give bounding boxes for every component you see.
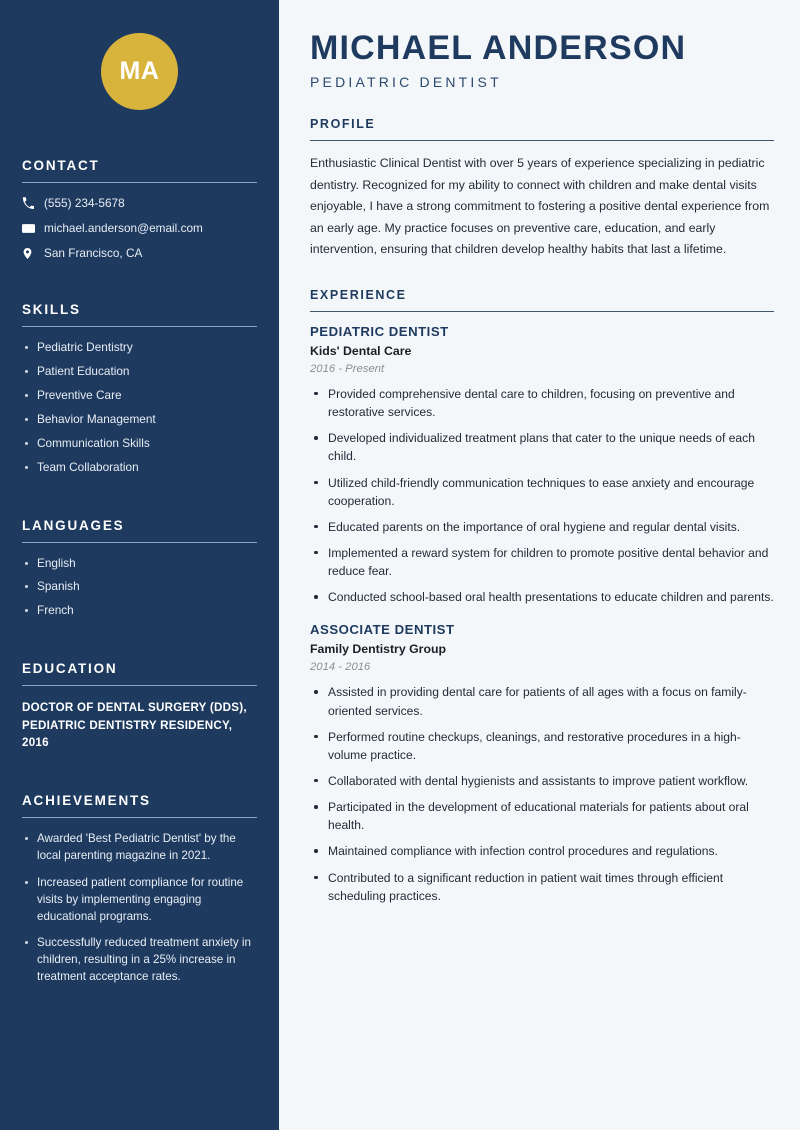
skills-divider [22, 326, 257, 327]
experience-divider [310, 311, 774, 312]
education-divider [22, 685, 257, 686]
list-item: Educated parents on the importance of oral hygiene and regular dental visits. [310, 518, 774, 536]
profile-text: Enthusiastic Clinical Dentist with over 5 years of experience specializing in pediatric dentistry. Recognized for my ability to connect with children and make dental visits enjoyable, I have a strong commitment to fostering a positive dental experience from an early age. My practice focuses on preventive care, education, and early intervention, ensuring that children develop healthy habits that last a lifetime. [310, 156, 770, 257]
list-item: Assisted in providing dental care for patients of all ages with a focus on family-oriented services. [310, 683, 774, 719]
list-item: Developed individualized treatment plans that cater to the unique needs of each child. [310, 429, 774, 465]
professional-title: PEDIATRIC DENTIST [310, 74, 502, 91]
achievements-divider [22, 817, 257, 818]
languages-list [22, 556, 257, 620]
achievements-list [22, 831, 257, 985]
experience-entry [310, 324, 774, 606]
profile-divider [310, 140, 774, 141]
list-item: Contributed to a significant reduction in patient wait times through efficient scheduling practices. [310, 869, 774, 905]
main-content [279, 0, 800, 1130]
job-bullets [310, 385, 774, 606]
job-dates: 2014 - 2016 [310, 661, 371, 674]
profile-heading: PROFILE [310, 117, 376, 132]
list-item: Implemented a reward system for children to promote positive dental behavior and reduce fear. [310, 544, 774, 580]
achievements-section [22, 793, 257, 985]
job-bullets [310, 683, 774, 904]
education-entry: DOCTOR OF DENTAL SURGERY (DDS), PEDIATRIC DENTISTRY RESIDENCY, 2016 [22, 701, 247, 750]
list-item: English [22, 556, 257, 572]
list-item: Conducted school-based oral health presentations to educate children and parents. [310, 588, 774, 606]
job-company: Kids' Dental Care [310, 343, 412, 358]
contact-heading: CONTACT [22, 158, 100, 173]
sidebar [0, 0, 279, 1130]
list-item: Increased patient compliance for routine visits by implementing engaging educational programs. [22, 875, 257, 925]
job-dates: 2016 - Present [310, 362, 385, 375]
skills-section [22, 302, 257, 476]
list-item: Preventive Care [22, 388, 257, 404]
phone-icon [22, 197, 44, 209]
list-item: Awarded 'Best Pediatric Dentist' by the local parenting magazine in 2021. [22, 831, 257, 865]
contact-email-value: michael.anderson@email.com [44, 221, 203, 235]
list-item: Maintained compliance with infection control procedures and regulations. [310, 842, 774, 860]
avatar-container [22, 0, 257, 110]
contact-location-value: San Francisco, CA [44, 246, 143, 260]
job-role: ASSOCIATE DENTIST [310, 622, 455, 638]
list-item: Patient Education [22, 364, 257, 380]
languages-divider [22, 542, 257, 543]
skills-list [22, 340, 257, 476]
languages-heading: LANGUAGES [22, 517, 125, 533]
list-item: Team Collaboration [22, 460, 257, 476]
list-item: Successfully reduced treatment anxiety in children, resulting in a 25% increase in treatment acceptance rates. [22, 935, 257, 985]
job-company: Family Dentistry Group [310, 642, 446, 657]
skills-heading: SKILLS [22, 302, 81, 317]
achievements-heading: ACHIEVEMENTS [22, 793, 151, 809]
envelope-icon [22, 222, 44, 235]
list-item: Spanish [22, 579, 257, 595]
list-item: Behavior Management [22, 412, 257, 428]
experience-entry [310, 622, 774, 904]
list-item: French [22, 603, 257, 619]
profile-section [310, 117, 774, 261]
experience-heading: EXPERIENCE [310, 287, 407, 302]
list-item: Performed routine checkups, cleanings, and restorative procedures in a high-volume practice. [310, 728, 774, 764]
list-item: Communication Skills [22, 436, 257, 452]
experience-section [310, 288, 774, 905]
contact-divider [22, 182, 257, 183]
contact-item-phone[interactable] [22, 196, 257, 210]
list-item: Pediatric Dentistry [22, 340, 257, 356]
page-title: MICHAEL ANDERSON [310, 29, 687, 67]
list-item: Provided comprehensive dental care to children, focusing on preventive and restorative services. [310, 385, 774, 421]
education-section [22, 661, 257, 751]
contact-item-email[interactable] [22, 221, 257, 235]
location-pin-icon [22, 247, 44, 260]
contact-phone-value: (555) 234-5678 [44, 196, 125, 210]
list-item: Participated in the development of educational materials for patients about oral health. [310, 798, 774, 834]
job-role: PEDIATRIC DENTIST [310, 323, 449, 339]
avatar: MA [101, 33, 178, 110]
list-item: Collaborated with dental hygienists and assistants to improve patient workflow. [310, 772, 774, 790]
languages-section [22, 518, 257, 620]
contact-item-location[interactable] [22, 246, 257, 260]
list-item: Utilized child-friendly communication techniques to ease anxiety and encourage cooperation. [310, 474, 774, 510]
education-heading: EDUCATION [22, 661, 118, 677]
contact-section [22, 158, 257, 260]
